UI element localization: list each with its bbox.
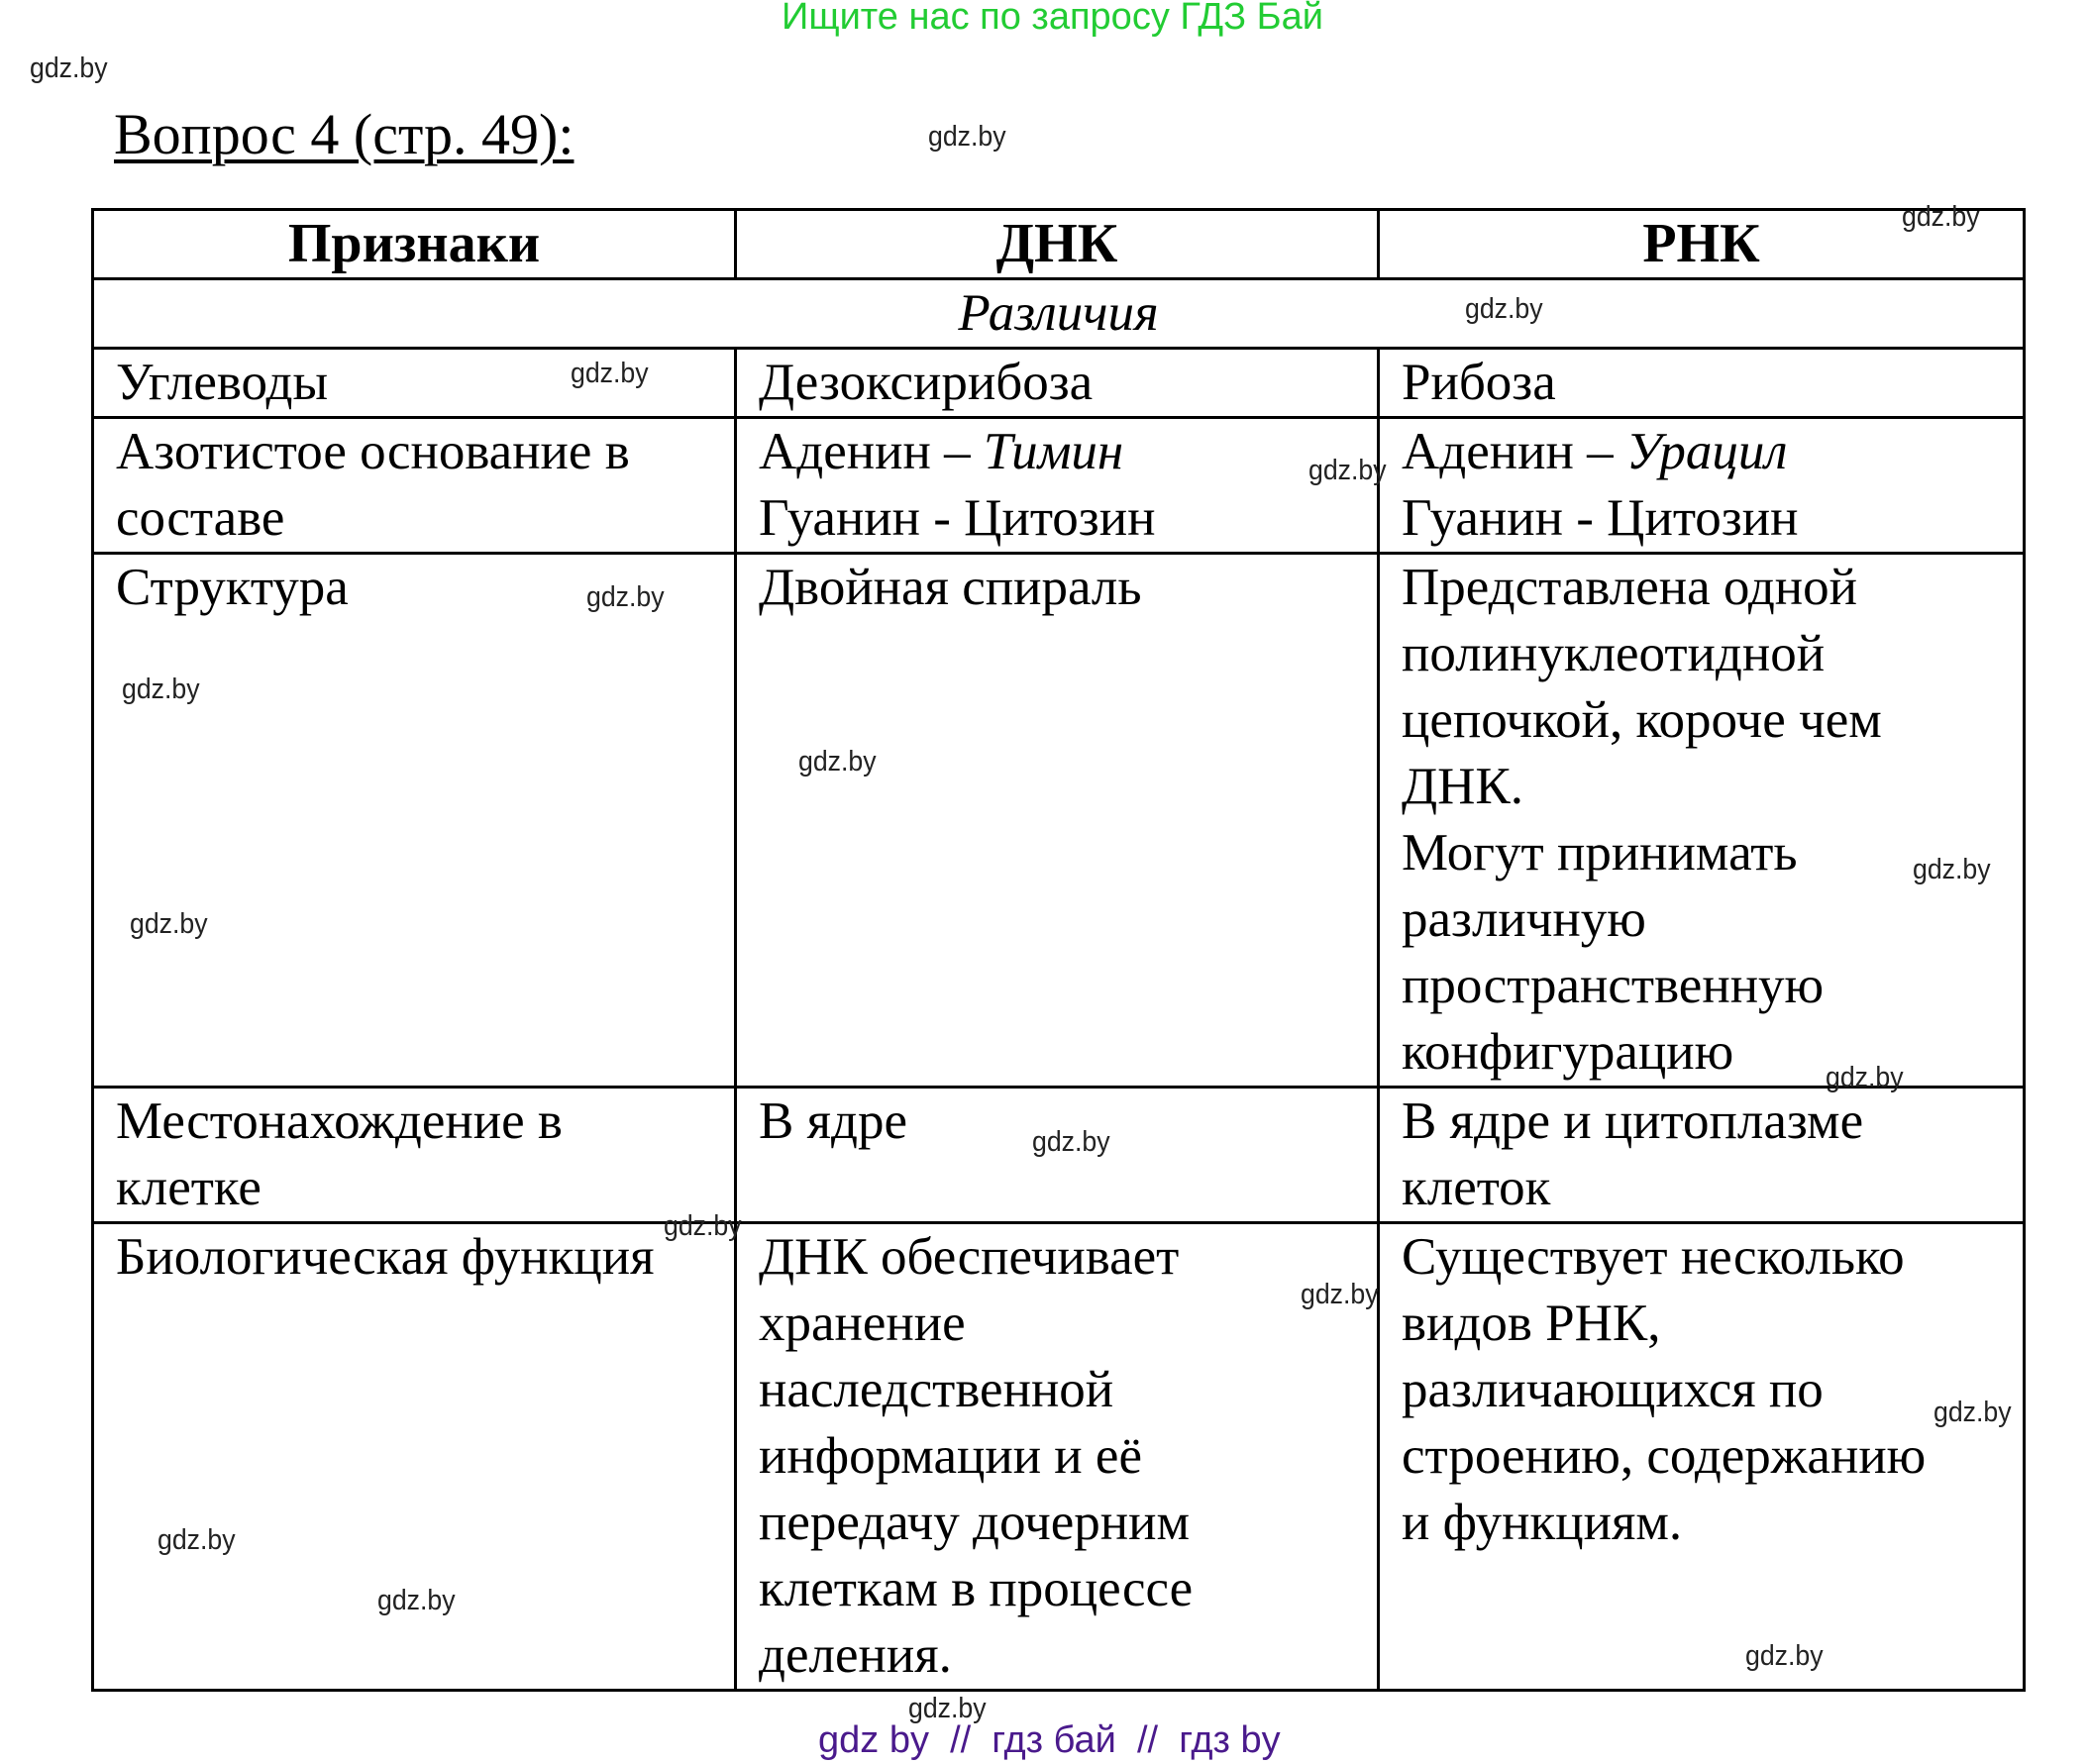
question-title: Вопрос 4 (стр. 49):	[114, 102, 575, 166]
watermark: gdz.by	[30, 52, 108, 84]
cell-text: конфигурацию	[1402, 1023, 1734, 1081]
watermark: gdz.by	[1301, 1279, 1379, 1310]
cell-text: деления.	[759, 1626, 952, 1684]
cell-text: хранение	[759, 1295, 966, 1352]
cell-text: В ядре	[759, 1092, 907, 1150]
watermark: gdz.by	[1826, 1062, 1904, 1093]
cell-text: Двойная спираль	[759, 559, 1142, 616]
cell-text: строению, содержанию	[1402, 1427, 1927, 1485]
table-row	[93, 418, 2025, 554]
feature-cell	[93, 1223, 736, 1691]
header-features: Признаки	[93, 210, 736, 279]
cell-text: пространственную	[1402, 957, 1825, 1014]
cell-text: клеткам в процессе	[759, 1560, 1194, 1617]
cell-text: Представлена одной	[1402, 559, 1858, 616]
cell-text: Рибоза	[1402, 354, 1556, 411]
rna-cell	[1379, 418, 2025, 554]
dna-cell	[736, 1223, 1379, 1691]
cell-text: полинуклеотидной	[1402, 625, 1826, 682]
watermark: gdz.by	[157, 1524, 236, 1556]
cell-text: Структура	[116, 559, 349, 616]
cell-text: Гуанин - Цитозин	[759, 489, 1156, 547]
cell-text: цепочкой, короче чем	[1402, 691, 1882, 749]
watermark: gdz.by	[377, 1585, 456, 1616]
cell-text: Аденин – Тимин	[759, 423, 1124, 480]
cell-text: информации и её	[759, 1427, 1142, 1485]
footer-links: gdz by // гдз бай // гдз by	[818, 1719, 1281, 1761]
watermark: gdz.by	[1913, 854, 1991, 885]
watermark: gdz.by	[908, 1693, 987, 1724]
watermark: gdz.by	[928, 121, 1006, 153]
section-row	[93, 279, 2025, 349]
cell-text: различную	[1402, 890, 1646, 948]
cell-text: и функциям.	[1402, 1494, 1683, 1551]
cell-text: передачу дочерним	[759, 1494, 1191, 1551]
watermark: gdz.by	[1308, 455, 1387, 486]
header-row	[93, 210, 2025, 279]
feature-cell	[93, 554, 736, 1088]
section-label: Различия	[93, 279, 2025, 349]
rna-cell	[1379, 554, 2025, 1088]
header-dna: ДНК	[736, 210, 1379, 279]
cell-text: ДНК обеспечивает	[759, 1228, 1180, 1286]
cell-text: Дезоксирибоза	[759, 354, 1094, 411]
rna-cell	[1379, 1223, 2025, 1691]
cell-text: Азотистое основание в	[116, 423, 630, 480]
watermark: gdz.by	[1933, 1397, 2012, 1428]
header-rna: РНК	[1379, 210, 2025, 279]
dna-cell	[736, 349, 1379, 418]
table-row	[93, 349, 2025, 418]
cell-text: Гуанин - Цитозин	[1402, 489, 1799, 547]
cell-text: различающихся по	[1402, 1361, 1824, 1418]
dna-cell	[736, 418, 1379, 554]
italic-term: Тимин	[983, 423, 1124, 480]
watermark: gdz.by	[586, 581, 665, 613]
rna-cell	[1379, 349, 2025, 418]
watermark: gdz.by	[1465, 293, 1543, 325]
cell-text: Аденин – Урацил	[1402, 423, 1788, 480]
cell-text: В ядре и цитоплазме	[1402, 1092, 1864, 1150]
table-row	[93, 554, 2025, 1088]
cell-text: ДНК.	[1402, 758, 1524, 815]
watermark: gdz.by	[130, 908, 208, 940]
watermark: gdz.by	[798, 746, 877, 778]
watermark: gdz.by	[664, 1210, 742, 1242]
watermark: gdz.by	[1745, 1640, 1824, 1672]
cell-text: клеток	[1402, 1159, 1551, 1216]
promo-banner: Ищите нас по запросу ГДЗ Бай	[782, 0, 1323, 38]
feature-cell	[93, 1088, 736, 1223]
watermark: gdz.by	[1902, 201, 1980, 233]
cell-text: видов РНК,	[1402, 1295, 1661, 1352]
table-row	[93, 1223, 2025, 1691]
cell-text: Углеводы	[116, 354, 329, 411]
cell-text: Могут принимать	[1402, 824, 1798, 882]
cell-text: клетке	[116, 1159, 261, 1216]
watermark: gdz.by	[1032, 1126, 1110, 1158]
cell-text: Существует несколько	[1402, 1228, 1905, 1286]
cell-text: составе	[116, 489, 285, 547]
comparison-table	[91, 208, 2026, 1692]
watermark: gdz.by	[571, 358, 649, 389]
cell-text: Местонахождение в	[116, 1092, 563, 1150]
watermark: gdz.by	[122, 674, 200, 705]
feature-cell	[93, 418, 736, 554]
italic-term: Урацил	[1625, 423, 1788, 480]
cell-text: наследственной	[759, 1361, 1114, 1418]
cell-text: Биологическая функция	[116, 1228, 655, 1286]
dna-cell	[736, 554, 1379, 1088]
rna-cell	[1379, 1088, 2025, 1223]
